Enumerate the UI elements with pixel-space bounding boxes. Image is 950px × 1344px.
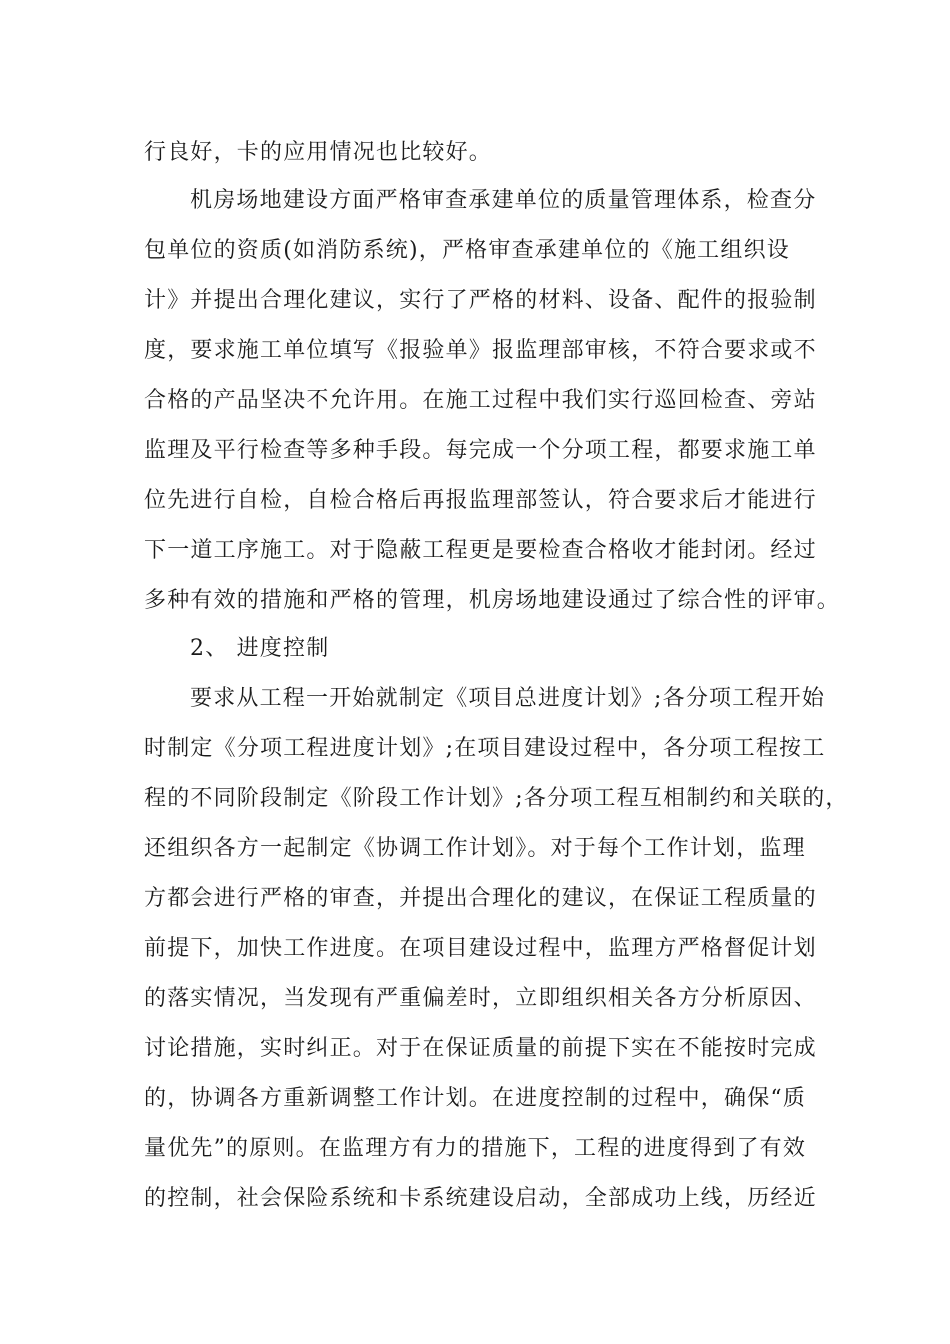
text-line: 合格的产品坚决不允许用。在施工过程中我们实行巡回检查、旁站: [144, 388, 817, 413]
text-line: 包单位的资质(如消防系统)，严格审查承建单位的《施工组织设: [144, 238, 790, 263]
text-line: 的落实情况，当发现有严重偏差时，立即组织相关各方分析原因、: [144, 986, 817, 1011]
text-line: 位先进行自检，自检合格后再报监理部签认，符合要求后才能进行: [144, 488, 817, 513]
paragraph-start-line: 机房场地建设方面严格审查承建单位的质量管理体系，检查分: [190, 188, 817, 213]
section-heading: 2、 进度控制: [190, 636, 330, 661]
text-line: 多种有效的措施和严格的管理，机房场地建设通过了综合性的评审。: [144, 588, 841, 613]
text-line: 量优先”的原则。在监理方有力的措施下，工程的进度得到了有效: [144, 1136, 807, 1161]
paragraph-start-line: 要求从工程一开始就制定《项目总进度计划》;各分项工程开始: [190, 686, 826, 711]
text-line: 计》并提出合理化建议，实行了严格的材料、设备、配件的报验制: [144, 288, 817, 313]
text-line: 方都会进行严格的审查，并提出合理化的建议，在保证工程质量的: [144, 886, 817, 911]
text-line: 时制定《分项工程进度计划》;在项目建设过程中，各分项工程按工: [144, 736, 826, 761]
text-line: 程的不同阶段制定《阶段工作计划》;各分项工程互相制约和关联的，: [144, 786, 849, 811]
text-line: 的控制，社会保险系统和卡系统建设启动，全部成功上线，历经近: [144, 1186, 817, 1211]
text-line: 监理及平行检查等多种手段。每完成一个分项工程，都要求施工单: [144, 438, 817, 463]
text-line: 下一道工序施工。对于隐蔽工程更是要检查合格收才能封闭。经过: [144, 538, 817, 563]
text-line: 还组织各方一起制定《协调工作计划》。对于每个工作计划，监理: [144, 836, 806, 861]
text-line: 讨论措施，实时纠正。对于在保证质量的前提下实在不能按时完成: [144, 1036, 817, 1061]
text-line: 前提下，加快工作进度。在项目建设过程中，监理方严格督促计划: [144, 936, 817, 961]
text-line: 行良好，卡的应用情况也比较好。: [144, 140, 493, 165]
text-line: 度，要求施工单位填写《报验单》报监理部审核，不符合要求或不: [144, 338, 817, 363]
text-line: 的，协调各方重新调整工作计划。在进度控制的过程中，确保“质: [144, 1086, 807, 1111]
